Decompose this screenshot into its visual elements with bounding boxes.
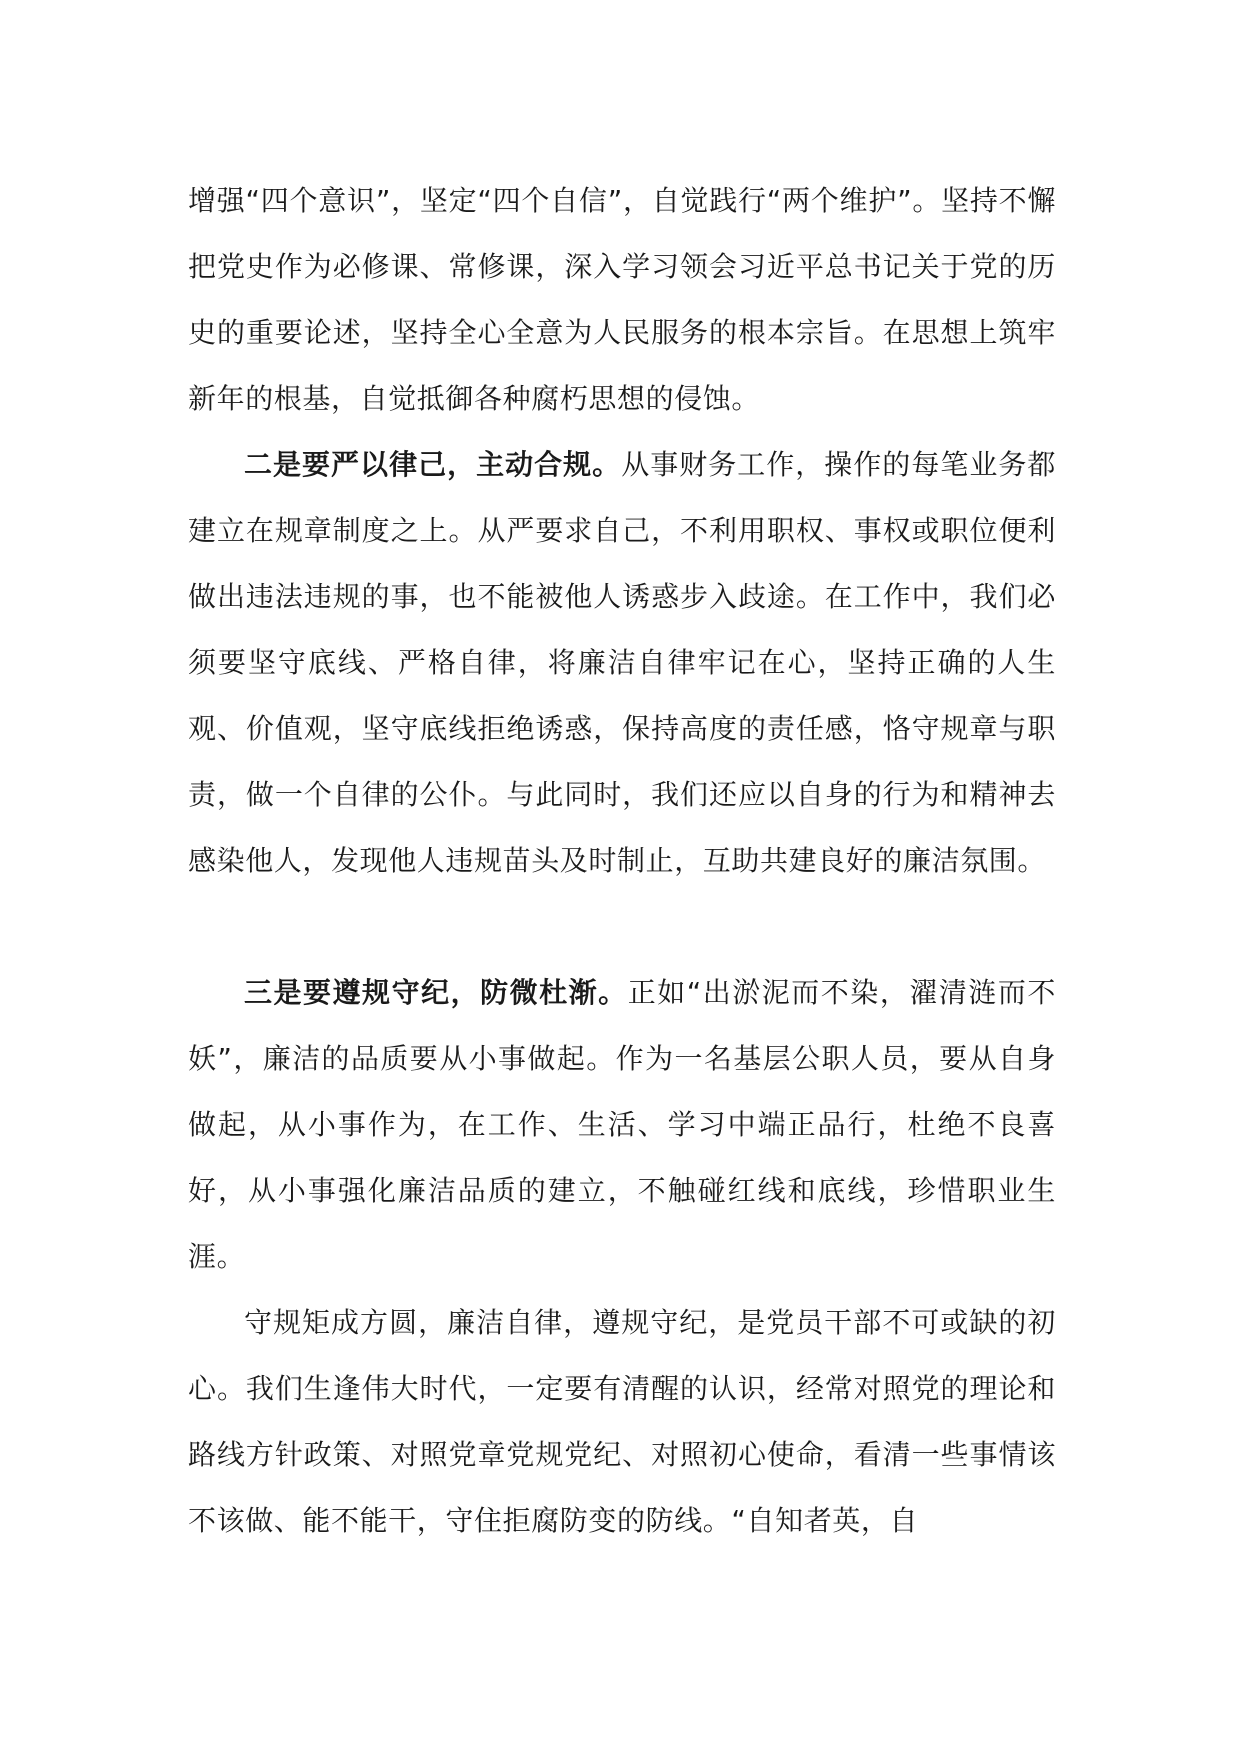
paragraph-4-text: 守规矩成方圆，廉洁自律，遵规守纪，是党员干部不可或缺的初心。我们生逢伟大时代，一定要有清醒的认识，经常对照党的理论和路线方针政策、对照党章党规党纪、对照初心使命，看清一些事情该不该做、能不能干，守住拒腐防变的防线。“自知者英，自 [188, 1306, 1056, 1537]
paragraph-1 [188, 168, 1056, 432]
paragraph-3-text: 正如“出淤泥而不染，濯清涟而不妖”，廉洁的品质要从小事做起。作为一名基层公职人员，要从自身做起，从小事作为，在工作、生活、学习中端正品行，杜绝不良喜好，从小事强化廉洁品质的建立，不触碰红线和底线，珍惜职业生涯。 [188, 976, 1056, 1273]
paragraph-3 [188, 960, 1056, 1290]
paragraph-2 [188, 432, 1056, 960]
paragraph-4 [188, 1290, 1056, 1620]
paragraph-1-text: 增强“四个意识”，坚定“四个自信”，自觉践行“两个维护”。坚持不懈把党史作为必修课、常修课，深入学习领会习近平总书记关于党的历史的重要论述，坚持全心全意为人民服务的根本宗旨。在思想上筑牢新年的根基，自觉抵御各种腐朽思想的侵蚀。 [188, 184, 1056, 415]
document-body [188, 168, 1056, 1620]
paragraph-3-heading: 三是要遵规守纪，防微杜渐。 [244, 976, 628, 1009]
paragraph-2-text: 从事财务工作，操作的每笔业务都建立在规章制度之上。从严要求自己，不利用职权、事权或职位便利做出违法违规的事，也不能被他人诱惑步入歧途。在工作中，我们必须要坚守底线、严格自律，将廉洁自律牢记在心，坚持正确的人生观、价值观，坚守底线拒绝诱惑，保持高度的责任感，恪守规章与职责，做一个自律的公仆。与此同时，我们还应以自身的行为和精神去感染他人，发现他人违规苗头及时制止，互助共建良好的廉洁氛围。 [188, 448, 1056, 877]
paragraph-2-heading: 二是要严以律己，主动合规。 [244, 448, 622, 481]
